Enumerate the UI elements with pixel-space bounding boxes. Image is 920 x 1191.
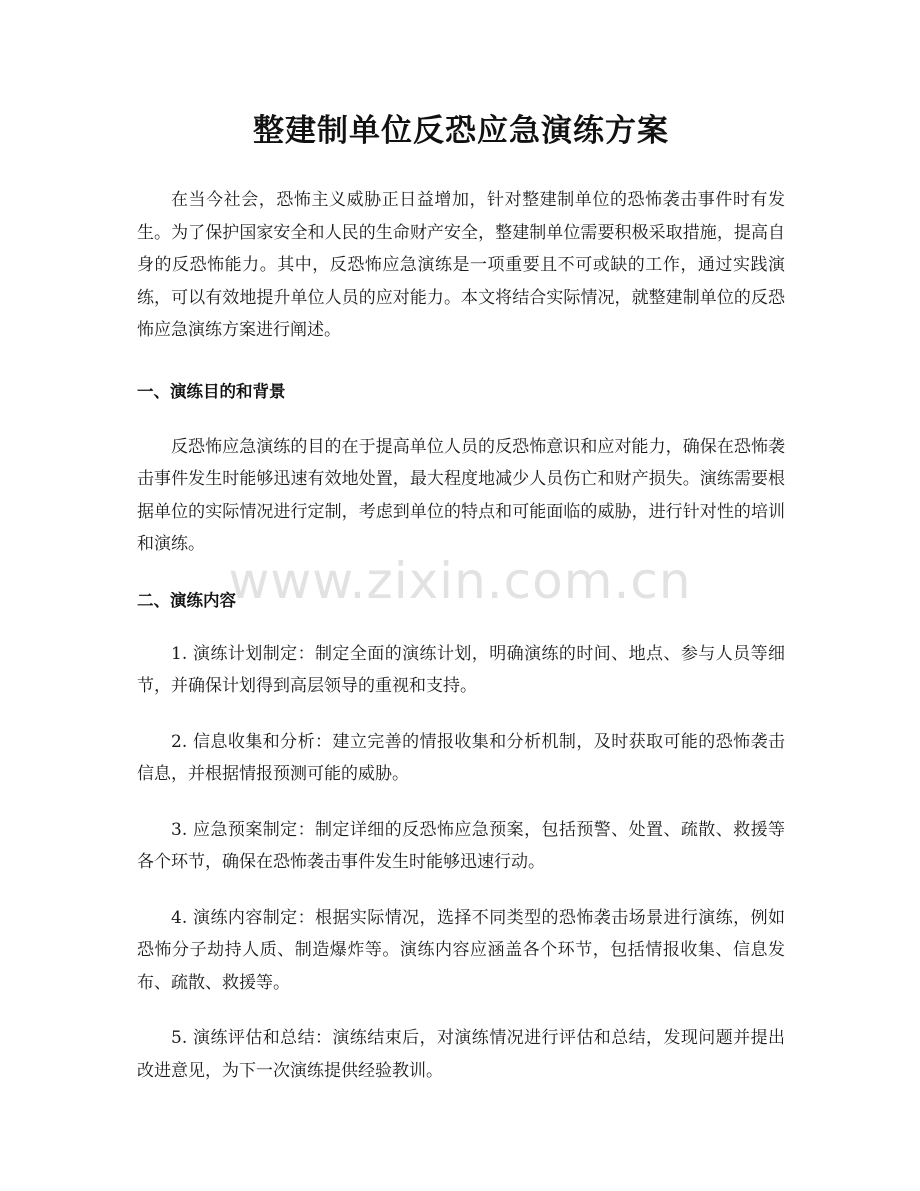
list-item: 1. 演练计划制定：制定全面的演练计划，明确演练的时间、地点、参与人员等细节，并确保计划得到高层领导的重视和支持。 (137, 643, 785, 696)
document-title: 整建制单位反恐应急演练方案 (253, 113, 669, 149)
document-page (137, 0, 785, 1110)
list-item: 5. 演练评估和总结：演练结束后，对演练情况进行评估和总结，发现问题并提出改进意见，为下一次演练提供经验教训。 (137, 1028, 785, 1081)
list-item: 3. 应急预案制定：制定详细的反恐怖应急预案，包括预警、处置、疏散、救援等各个环节，确保在恐怖袭击事件发生时能够迅速行动。 (137, 819, 785, 872)
watermark: www.zixin.com.cn (228, 552, 692, 610)
list-item: 4. 演练内容制定：根据实际情况，选择不同类型的恐怖袭击场景进行演练，例如恐怖分子劫持人质、制造爆炸等。演练内容应涵盖各个环节，包括情报收集、信息发布、疏散、救援等。 (137, 907, 785, 993)
intro-paragraph: 在当今社会，恐怖主义威胁正日益增加，针对整建制单位的恐怖袭击事件时有发生。为了保护国家安全和人民的生命财产安全，整建制单位需要积极采取措施，提高自身的反恐怖能力。其中，反恐怖应急演练是一项重要且不可或缺的工作，通过实践演练，可以有效地提升单位人员的应对能力。本文将结合实际情况，就整建制单位的反恐怖应急演练方案进行阐述。 (137, 190, 785, 340)
section-paragraph-purpose: 反恐怖应急演练的目的在于提高单位人员的反恐怖意识和应对能力，确保在恐怖袭击事件发生时能够迅速有效地处置，最大程度地减少人员伤亡和财产损失。演练需要根据单位的实际情况进行定制，考虑到单位的特点和可能面临的威胁，进行针对性的培训和演练。 (137, 436, 785, 554)
section-heading-content: 二、演练内容 (137, 590, 236, 610)
content-list (137, 638, 785, 1088)
section-heading-purpose: 一、演练目的和背景 (137, 381, 286, 401)
list-item: 2. 信息收集和分析：建立完善的情报收集和分析机制，及时获取可能的恐怖袭击信息，并根据情报预测可能的威胁。 (137, 731, 785, 784)
